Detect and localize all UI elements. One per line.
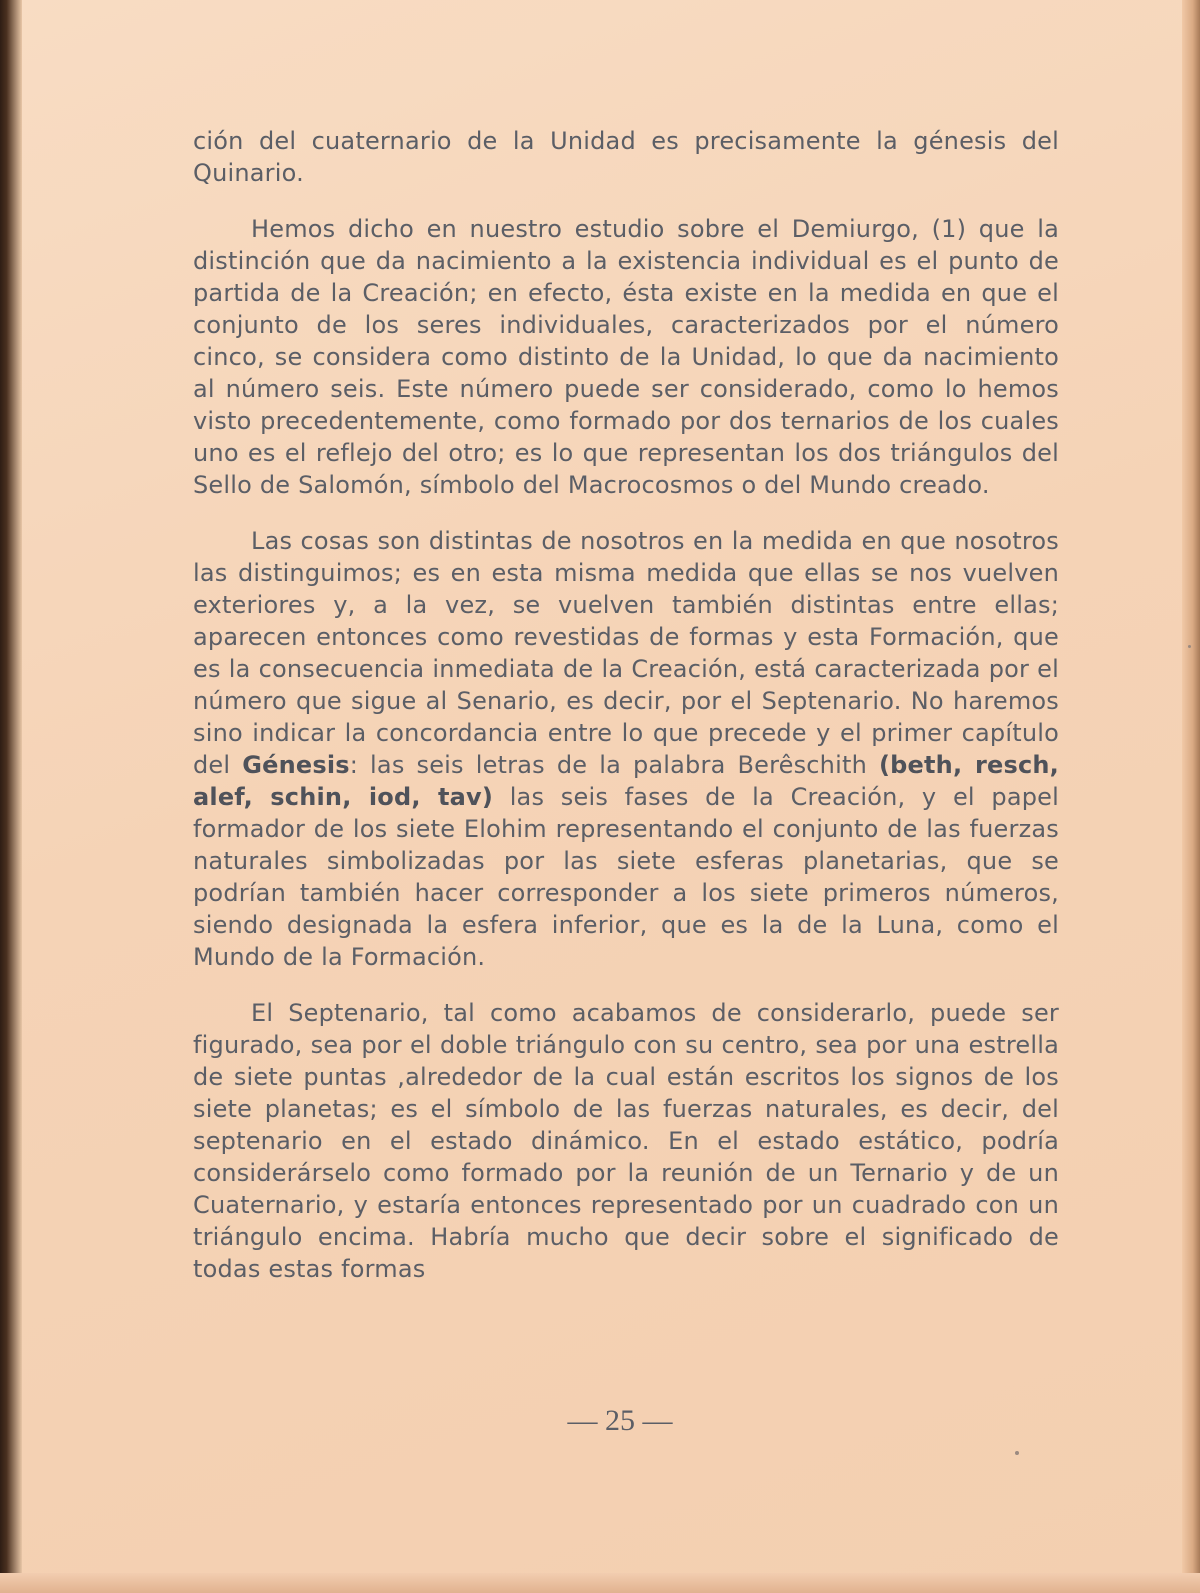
paragraph-4: El Septenario, tal como acabamos de considerarlo, puede ser figurado, sea por el doble triángulo con su centro, sea por una estrella de siete puntas ,alrededor de la cual están escritos los signos de los siete planetas; es el símbolo de las fuerzas naturales, es decir, del septenario en el estado dinámico. En el estado estático, podría considerárselo como formado por la reunión de un Ternario y de un Cuaternario, y estaría entonces representado por un cuadrado con un triángulo encima. Habría mucho que decir sobre el significado de todas estas formas [193, 999, 1059, 1283]
page-number: — 25 — [567, 1404, 673, 1437]
paragraph-3 [193, 525, 1059, 973]
paper-speck [1188, 645, 1191, 648]
paragraph-3-part-1: Las cosas son distintas de nosotros en la medida en que nosotros las distinguimos; es en esta misma medida que ellas se nos vuelven exteriores y, a la vez, se vuelven también distintas entre ellas; aparecen entonces como revestidas de formas y esta Formación, que es la consecuencia inmediata de la Creación, está caracterizada por el número que sigue al Senario, es decir, por el Septenario. No haremos sino indicar la concordancia entre lo que precede y el primer capítulo del [193, 527, 1059, 779]
genesis-bold-term: Génesis [242, 751, 350, 779]
paper-speck [1015, 1451, 1019, 1455]
body-text [193, 125, 1059, 1309]
page-binding-edge [0, 0, 22, 1593]
paragraph-3-part-2: : las seis letras de la palabra Berêschith [349, 751, 879, 779]
page-bottom-edge [0, 1573, 1200, 1593]
paragraph-3-part-3: las seis fases de la Creación, y el papel formador de los siete Elohim representando el conjunto de las fuerzas naturales simbolizadas por las siete esferas planetarias, que se podrían también hacer corresponder a los siete primeros números, siendo designada la esfera inferior, que es la de la Luna, como el Mundo de la Formación. [193, 783, 1059, 971]
page-right-edge [1182, 0, 1200, 1593]
paragraph-2: Hemos dicho en nuestro estudio sobre el Demiurgo, (1) que la distinción que da nacimiento a la existencia individual es el punto de partida de la Creación; en efecto, ésta existe en la medida en que el conjunto de los seres individuales, caracterizados por el número cinco, se considera como distinto de la Unidad, lo que da nacimiento al número seis. Este número puede ser considerado, como lo hemos visto precedentemente, como formado por dos ternarios de los cuales uno es el reflejo del otro; es lo que representan los dos triángulos del Sello de Salomón, símbolo del Macrocosmos o del Mundo creado. [193, 215, 1059, 499]
hebrew-letters-bold: (beth, resch, alef, schin, iod, tav) [193, 751, 1059, 811]
paragraph-1: ción del cuaternario de la Unidad es precisamente la génesis del Quinario. [193, 127, 1059, 187]
